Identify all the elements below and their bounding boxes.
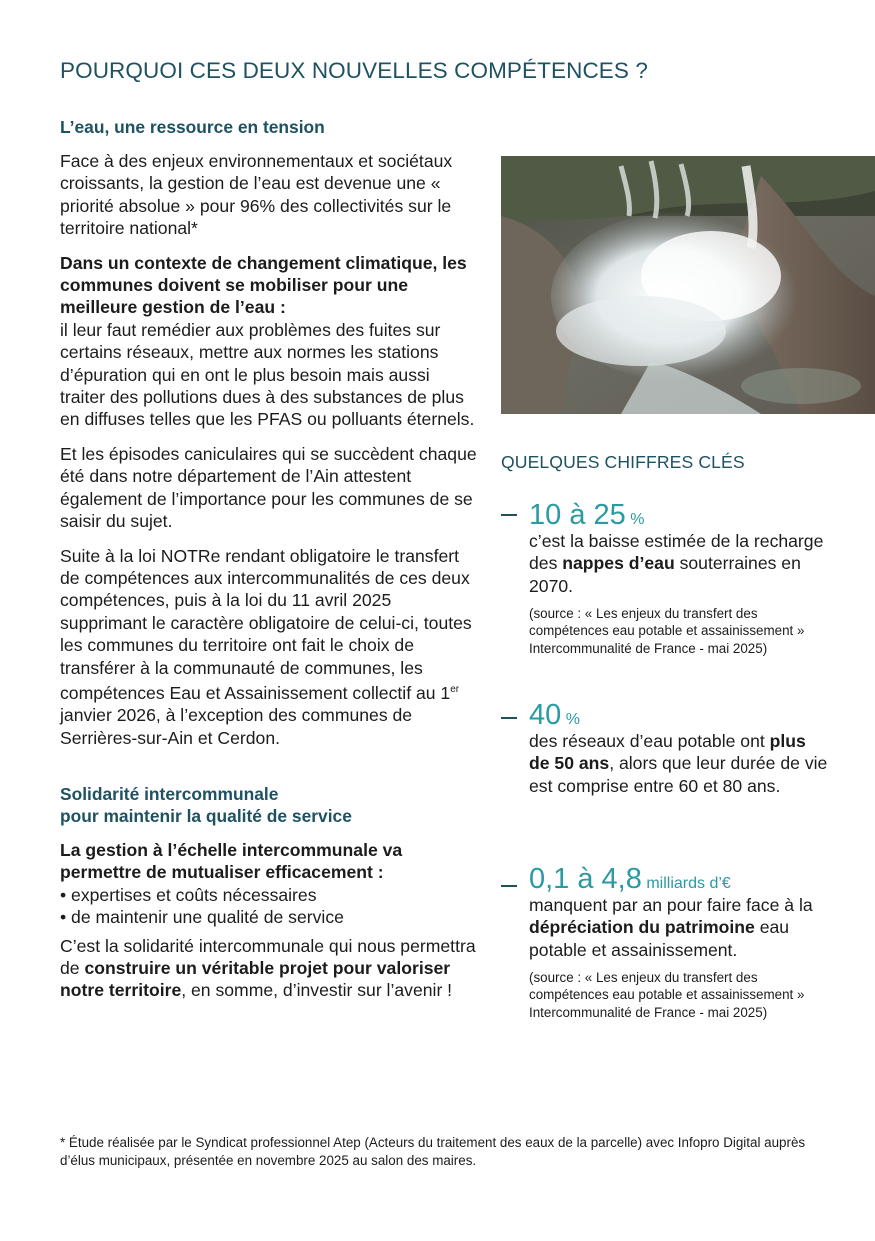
stat-text: [529, 530, 831, 597]
stat-text-bold: dépréciation du patrimoine: [529, 917, 755, 938]
stat-text-part: manquent par an pour faire face à la: [529, 895, 813, 915]
bullet-item: • de maintenir une qualité de service: [60, 907, 344, 928]
section-heading-water: L’eau, une ressource en tension: [60, 117, 325, 137]
river-waterfall-photo: [501, 156, 875, 414]
stat-text-part: eau potable et assainissement.: [529, 917, 790, 960]
stat-body: [529, 864, 831, 1021]
key-figures-column: [501, 452, 831, 1020]
key-figures-heading: QUELQUES CHIFFRES CLÉS: [501, 452, 745, 472]
closing-text-bold: construire un véritable projet pour valoriser notre territoire: [60, 958, 451, 1001]
stat-dash-icon: [501, 717, 517, 719]
climate-lead: [60, 252, 478, 319]
closing-paragraph: [60, 935, 478, 1002]
stat-value: 10 à 25: [529, 499, 626, 531]
stat-unit: %: [561, 711, 580, 728]
stat-value-line: [529, 500, 831, 530]
heatwave-paragraph: Et les épisodes caniculaires qui se succèdent chaque été dans notre département de l’Ain attestent également de l’importance pour les communes de se saisir du sujet.: [60, 443, 477, 532]
solidarity-heading-line2: pour maintenir la qualité de service: [60, 806, 352, 827]
law-text-2: janvier 2026, à l’exception des communes de Serrières-sur-Ain et Cerdon.: [60, 705, 413, 748]
stat-unit: %: [625, 511, 645, 528]
law-text-1: Suite à la loi NOTRe rendant obligatoire le transfert de compétences aux intercommunalités de ces deux compétences, puis à la loi du 11 avril 2025 supprimant le caractère obligatoire de celui-ci, toutes les communes du territoire ont fait le choix de transférer à la communauté de communes, les compétences Eau et Assainissement collectif au 1: [60, 545, 472, 703]
stat-text: [529, 894, 831, 961]
stat-text-bold: plus de 50 ans: [529, 731, 806, 774]
stat-text-part: des réseaux d’eau potable ont: [529, 731, 770, 751]
stat-body: [529, 700, 831, 797]
solidarity-heading-line1: Solidarité intercommunale: [60, 784, 279, 805]
mutualisation-lead: [60, 839, 478, 884]
law-paragraph: [60, 545, 478, 750]
stat-dash-icon: [501, 514, 517, 516]
closing-text-2: , en somme, d’investir sur l’avenir !: [181, 980, 453, 1001]
stat-source: (source : « Les enjeux du transfert des compétences eau potable et assainissement » Intercommunalité de France - mai 2025): [529, 606, 805, 656]
stat-value: 0,1 à 4,8: [529, 863, 642, 895]
left-column: [60, 116, 478, 1002]
law-superscript: er: [450, 683, 460, 695]
leaks-paragraph: il leur faut remédier aux problèmes des fuites sur certains réseaux, mettre aux normes les stations d’épuration qui en ont le plus besoin mais aussi traiter des pollutions dues à des substances de plus en diffuses telles que les PFAS ou polluants éternels.: [60, 319, 475, 430]
intro-paragraph: Face à des enjeux environnementaux et sociétaux croissants, la gestion de l’eau est devenue une « priorité absolue » pour 96% des collectivités sur le territoire national*: [60, 151, 453, 239]
stat-text-part: souterraines en 2070.: [529, 553, 801, 596]
stat-value-line: [529, 700, 831, 730]
mutualisation-lead-bold: La gestion à l’échelle intercommunale va permettre de mutualiser efficacement :: [60, 840, 403, 883]
stat-source: (source : « Les enjeux du transfert des compétences eau potable et assainissement » Intercommunalité de France - mai 2025): [529, 970, 805, 1020]
stat-value: 40: [529, 699, 562, 731]
stat-unit: milliards d’€: [641, 875, 731, 892]
stat-text-part: , alors que leur durée de vie est comprise entre 60 et 80 ans.: [529, 753, 828, 796]
climate-lead-bold: Dans un contexte de changement climatique, les communes doivent se mobiliser pour une meilleure gestion de l’eau :: [60, 252, 467, 318]
stat-body: [529, 500, 831, 657]
stat-dash-icon: [501, 885, 517, 887]
page-title: POURQUOI CES DEUX NOUVELLES COMPÉTENCES ?: [60, 58, 648, 83]
closing-text-1: C’est la solidarité intercommunale qui nous permettra de: [60, 935, 476, 979]
section-heading-solidarity: [60, 783, 478, 827]
bullet-item: • expertises et coûts nécessaires: [60, 884, 317, 905]
stat-value-line: [529, 864, 831, 894]
stat-text-bold: nappes d’eau: [562, 553, 675, 574]
footnote: * Étude réalisée par le Syndicat professionnel Atep (Acteurs du traitement des eaux de la parcelle) avec Infopro Digital auprès d’élus municipaux, présentée en novembre 2025 au salon des maires.: [60, 1135, 806, 1168]
stat-text-part: c’est la baisse estimée de la recharge des: [529, 531, 824, 574]
stat-text: [529, 730, 831, 797]
